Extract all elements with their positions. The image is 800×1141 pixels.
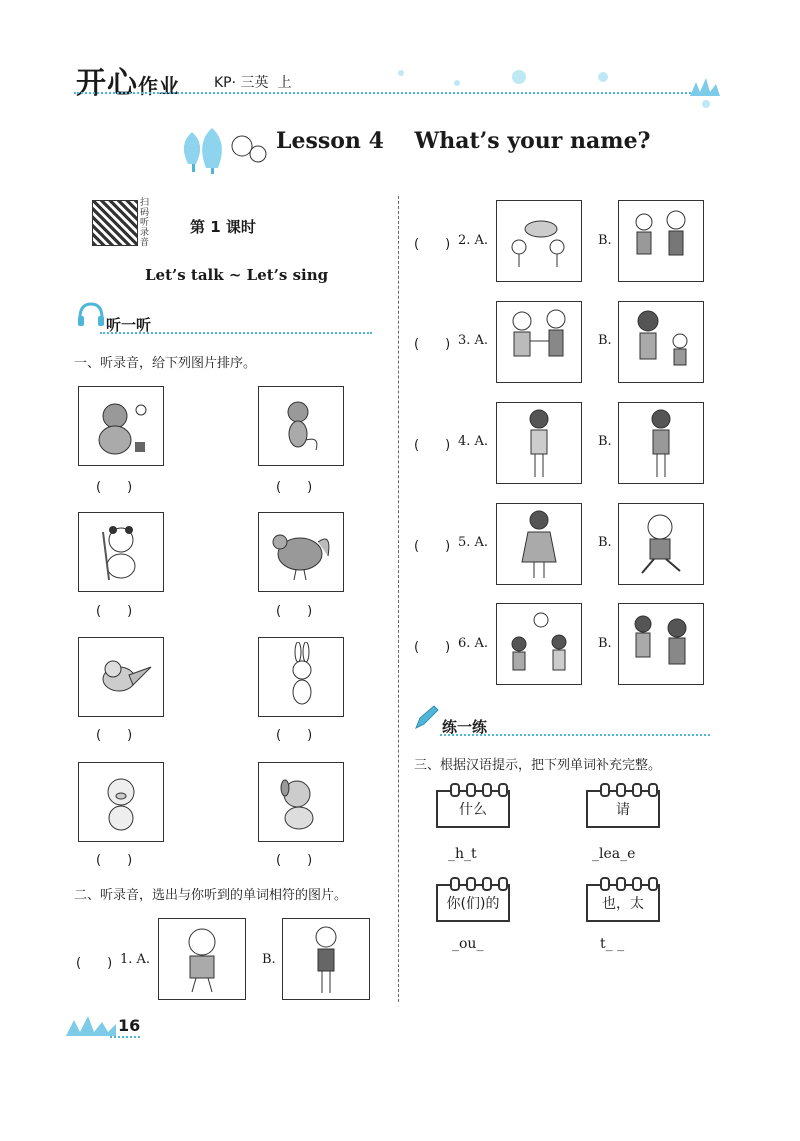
picture-box [258, 762, 344, 842]
binder-rings [600, 877, 658, 891]
question-2-instruction: 二、听录音，选出与你听到的单词相符的图片。 [74, 888, 348, 903]
option-a-label: 3. A. [458, 333, 489, 348]
headphones-icon [76, 300, 106, 330]
dog-icon [269, 772, 333, 832]
option-a-label: 4. A. [458, 434, 489, 449]
picture-b[interactable] [618, 603, 704, 685]
picture-box [258, 386, 344, 466]
picture-b[interactable] [282, 918, 370, 1000]
lesson-title: Lesson 4 What’s your name? [276, 128, 651, 154]
answer-paren[interactable]: ( ) [414, 539, 451, 554]
girl-and-boy-icon [626, 307, 696, 377]
listen-section-label: 听一听 [106, 316, 152, 334]
girl-dress-icon [514, 508, 564, 580]
panda-icon [91, 522, 151, 582]
qr-caption: 扫码听录音 [140, 198, 150, 248]
girl-and-dog-icon [626, 206, 696, 276]
option-b-label: B. [262, 952, 276, 967]
brand-title: 开心作业 [76, 66, 180, 101]
picture-box [258, 637, 344, 717]
picture-b[interactable] [618, 402, 704, 484]
dog-character-icon [306, 923, 346, 995]
word-blank[interactable]: _lea_e [592, 846, 636, 862]
picture-a[interactable] [496, 503, 582, 585]
girl-thinking-icon [641, 407, 681, 479]
picture-box [78, 512, 164, 592]
bubble-decoration [454, 80, 460, 86]
answer-paren[interactable]: ( ) [414, 237, 451, 252]
option-b-label: B. [598, 535, 612, 550]
answer-paren[interactable]: ( ) [96, 480, 133, 495]
section-divider [440, 734, 710, 736]
word-blank[interactable]: t_ _ [600, 936, 625, 952]
bubble-decoration [598, 72, 608, 82]
bubble-decoration [398, 70, 404, 76]
option-a-label: 6. A. [458, 636, 489, 651]
picture-a[interactable] [496, 603, 582, 685]
binder-rings [450, 783, 508, 797]
picture-box [78, 386, 164, 466]
qr-code-icon [92, 200, 138, 246]
answer-paren[interactable]: ( ) [414, 337, 451, 352]
chicken-icon [266, 522, 336, 582]
pencil-icon [412, 704, 440, 732]
picture-box [258, 512, 344, 592]
page-number: 16 [118, 1016, 141, 1035]
rabbit-icon [276, 642, 326, 712]
section-divider [100, 332, 372, 334]
option-a-label: 2. A. [458, 233, 489, 248]
option-a-label: 1. A. [120, 952, 151, 967]
answer-paren[interactable]: ( ) [96, 604, 133, 619]
answer-paren[interactable]: ( ) [276, 604, 313, 619]
column-divider [398, 196, 399, 1002]
edition-label: KP· 三英 上 [214, 75, 292, 91]
answer-paren[interactable]: ( ) [96, 853, 133, 868]
answer-paren[interactable]: ( ) [414, 438, 451, 453]
option-a-label: 5. A. [458, 535, 489, 550]
footer-divider [110, 1036, 140, 1038]
grass-icon [66, 1014, 116, 1036]
kids-car-icon [501, 211, 577, 271]
bird-icon [89, 649, 153, 705]
two-girls-icon [623, 608, 699, 680]
girl-waving-icon [519, 407, 559, 479]
picture-a[interactable] [496, 402, 582, 484]
option-b-label: B. [598, 333, 612, 348]
monkey-icon [276, 396, 326, 456]
picture-b[interactable] [618, 301, 704, 383]
header-divider [74, 92, 714, 94]
picture-box [78, 637, 164, 717]
girl-dog-handshake-icon [504, 307, 574, 377]
hint-card: 也，太 [586, 884, 660, 922]
question-1-instruction: 一、听录音，给下列图片排序。 [74, 356, 257, 371]
bubble-decoration [512, 70, 526, 84]
kids-sun-icon [501, 608, 577, 680]
picture-b[interactable] [618, 200, 704, 282]
word-blank[interactable]: _h_t [448, 846, 477, 862]
trees-animals-icon [178, 124, 268, 174]
option-b-label: B. [598, 636, 612, 651]
question-3-instruction: 三、根据汉语提示，把下列单词补充完整。 [414, 758, 662, 773]
hint-card: 什么 [436, 790, 510, 828]
binder-rings [450, 877, 508, 891]
answer-paren[interactable]: ( ) [276, 853, 313, 868]
answer-paren[interactable]: ( ) [96, 728, 133, 743]
option-b-label: B. [598, 434, 612, 449]
picture-a[interactable] [496, 200, 582, 282]
hint-card: 你(们)的 [436, 884, 510, 922]
grass-icon [690, 78, 720, 96]
bubble-decoration [702, 100, 710, 108]
word-blank[interactable]: _ou_ [452, 936, 484, 952]
lesson-subtitle: Let’s talk ~ Let’s sing [145, 266, 329, 284]
lesson-period: 第 1 课时 [190, 218, 256, 236]
pig-icon [91, 770, 151, 834]
picture-a[interactable] [158, 918, 246, 1000]
picture-box [78, 762, 164, 842]
answer-paren[interactable]: ( ) [414, 640, 451, 655]
practice-section-label: 练一练 [442, 718, 488, 736]
answer-paren[interactable]: ( ) [276, 480, 313, 495]
bear-character-icon [172, 924, 232, 994]
hint-card: 请 [586, 790, 660, 828]
option-b-label: B. [598, 233, 612, 248]
answer-paren[interactable]: ( ) [76, 956, 113, 971]
binder-rings [600, 783, 658, 797]
picture-b[interactable] [618, 503, 704, 585]
answer-paren[interactable]: ( ) [276, 728, 313, 743]
bear-icon [91, 396, 151, 456]
picture-a[interactable] [496, 301, 582, 383]
boy-running-icon [626, 509, 696, 579]
